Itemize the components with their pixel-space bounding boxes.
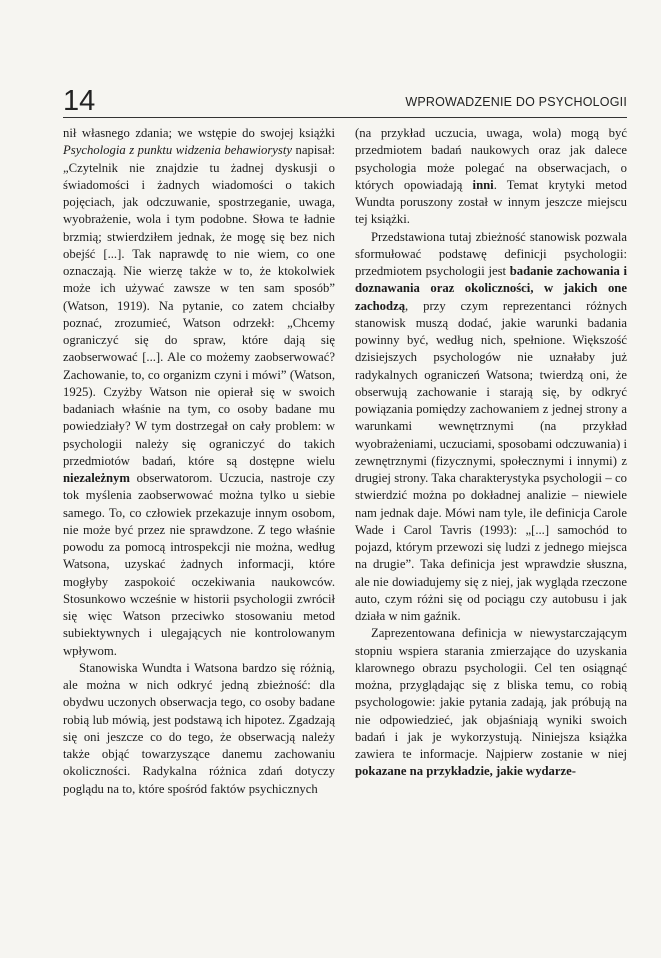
paragraph bbox=[355, 229, 627, 626]
text-run: Przedstawiona tutaj zbieżność stanowisk pozwala sformułować podstawę definicji psychologii: przedmiotem psychologii jest bbox=[355, 229, 627, 278]
page-header bbox=[63, 86, 627, 116]
book-title: Psychologia z punktu widzenia behawiorysty bbox=[63, 143, 293, 158]
definition-highlight: badanie zachowania i doznawania oraz okoliczności, w jakich one zachodzą bbox=[355, 264, 627, 313]
text-run: . Temat krytyki metod Wundta poruszony został w innym jeszcze miejscu tej książki. bbox=[355, 177, 627, 227]
bold-term: inni bbox=[472, 177, 494, 192]
paragraph: Stanowiska Wundta i Watsona bardzo się różnią, ale można w nich odkryć jedną zbieżność: dla obydwu uczonych obserwacja tego, co osoby badane robią lub mówią, jest podstawą ich hipotez. Zgadzają się oni jeszcze co do tego, że obserwacją należy także objąć towarzyszące danemu zachowaniu okoliczności. Radykalna różnica zdań dotyczy poglądu na to, które spośród faktów psychicznych bbox=[63, 660, 335, 796]
left-column bbox=[63, 125, 335, 798]
running-title: WPROWADZENIE DO PSYCHOLOGII bbox=[405, 95, 627, 109]
page-number: 14 bbox=[63, 85, 96, 117]
text-run: , przy czym reprezentanci różnych stanowisk muszą dodać, jakie warunki badania powinny być, według nich, spełnione. Większość dzisiejszych psychologów nie uznałaby już radykalnych ograniczeń Watsona; twierdzą oni, że obserwują zachowanie i starają się, by odkryć powiązania pomiędzy zachowaniem z jednej strony a warunkami wewnętrznymi (na przykład wyobrażeniami, uczuciami, sposobami odczuwania) i zewnętrznymi (fizycznymi, społecznymi i innymi) z drugiej strony. Taka charakterystyka psychologii – co stwierdzić można po dokładnej analizie – niewiele nam jednak daje. Mówi nam tyle, ile definicja Carole Wade i Carol Tavris (1993): „[...] samochód to pojazd, którym przewozi się ludzi z jednego miejsca na drugie”. Taka definicja jest wprawdzie słuszna, ale nie dowiadujemy się z niej, jak wygląda rzeczone auto, czym różni się od pociągu czy autobusu i jak działa w nim gaźnik. bbox=[355, 298, 627, 623]
bold-term: niezależnym bbox=[63, 471, 130, 485]
text-run: nił własnego zdania; we wstępie do swojej książki bbox=[63, 126, 335, 140]
text-run: Zaprezentowana definicja w niewystarczającym stopniu wspiera starania zmierzające do uzyskania klarownego obrazu psychologii. Cel ten osiągnąć można, przyglądając się z bliska temu, co robią psychologowie: jakie pytania zadają, jak próbują na nie odpowiedzieć, jak objaśniają wyniki swoich badań i jak je wykorzystują. Niniejsza książka zawiera te informacje. Najpierw zostanie w niej bbox=[355, 626, 627, 761]
right-column bbox=[355, 125, 627, 781]
paragraph bbox=[355, 125, 627, 229]
bold-term: pokazane na przykładzie, jakie wydarze- bbox=[355, 764, 576, 779]
paragraph bbox=[355, 625, 627, 780]
text-run: napisał: „Czytelnik nie znajdzie tu żadnej dyskusji o świadomości i żadnych wiadomości o takich pojęciach, jak odczuwanie, spostrzeganie, uwaga, wyobrażenie, wola i tym podobne. Słowa te ładnie brzmią; stwierdziłem jednak, że mogę się bez nich obejść [...]. Tak naprawdę to nie wiem, co one oznaczają. Nie wierzę także w to, że ktokolwiek może ich używać zawsze w ten sam sposób” (Watson, 1919). Na pytanie, co zatem chciałby poznać, zrozumieć, Watson odrzekł: „Chcemy ograniczyć się do spraw, które dają się zaobserwować [...]. Ale co możemy zaobserwować? Zachowanie, to, co organizm czyni i mówi” (Watson, 1925). Czyżby Watson nie opierał się w swoich badaniach właśnie na tym, co osoby badane mu powiedziały? W tym dostrzegał on cały problem: w psychologii należy się ograniczyć do takich przedmiotów badań, które są dostępne wielu bbox=[63, 143, 335, 468]
paragraph bbox=[63, 125, 335, 660]
header-rule bbox=[63, 117, 627, 118]
text-run: obserwatorom. Uczucia, nastroje czy tok myślenia zaobserwować można tylko u siebie samego. To, co człowiek przekazuje innym osobom, nie może być przez nie sprawdzone. Z tego właśnie powodu za pomocą introspekcji nie można, według Watsona, uzyskać żadnych informacji, które mogłyby zaspokoić oczekiwania naukowców. Stosunkowo wcześnie w historii psychologii zwrócił się więc Watson przeciwko stosowaniu metod subiektywnych i ulegających nie kontrolowanym wpływom. bbox=[63, 471, 335, 658]
text-run: (na przykład uczucia, uwaga, wola) mogą być przedmiotem badań naukowych oraz jak dalece psychologia może polegać na obserwacjach, o których opowiadają bbox=[355, 126, 627, 192]
